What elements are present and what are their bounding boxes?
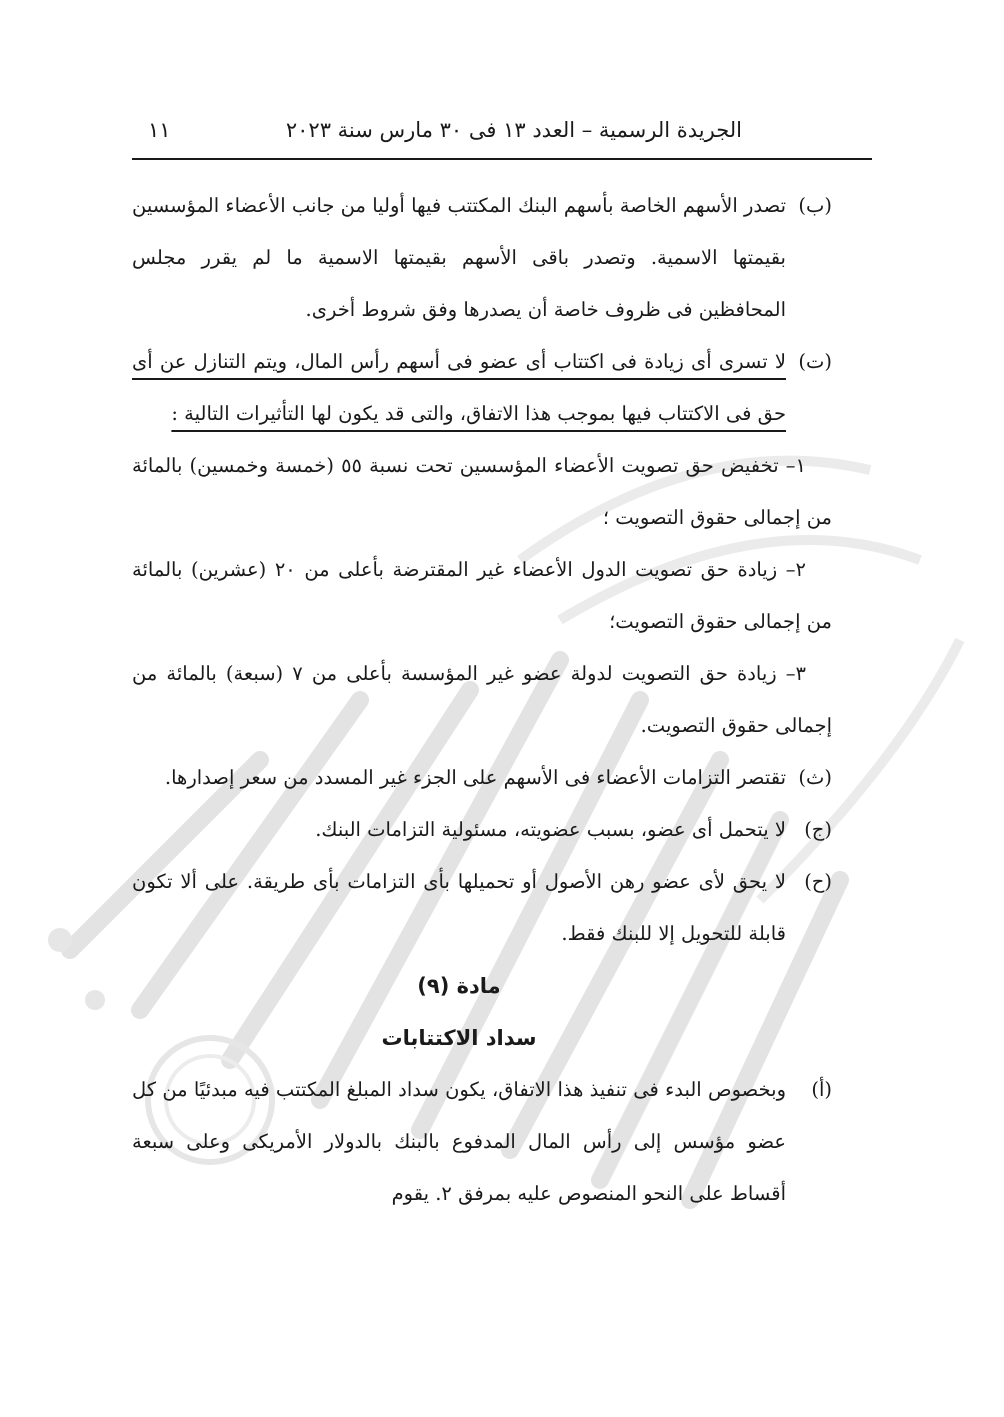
effect-item-3: ٣– زيادة حق التصويت لدولة عضو غير المؤسسة بأعلى من ٧ (سبعة) بالمائة من إجمالى حقوق التصويت. xyxy=(132,662,832,737)
clause-b xyxy=(132,180,832,336)
clause-marker: (ب) xyxy=(798,194,832,217)
clause-marker: (ج) xyxy=(804,818,832,841)
clause-th xyxy=(132,752,832,804)
effect-item-2: ٢– زيادة حق تصويت الدول الأعضاء غير المقترضة بأعلى من ٢٠ (عشرين) بالمائة من إجمالى حقوق التصويت؛ xyxy=(132,558,832,633)
article-number: مادة (٩) xyxy=(417,974,501,998)
clause-text: وبخصوص البدء فى تنفيذ هذا الاتفاق، يكون سداد المبلغ المكتتب فيه مبدئيًا من كل عضو مؤسس إلى رأس المال المدفوع بالبنك بالدولار الأمريكى وعلى سبعة أقساط على النحو المنصوص عليه بمرفق ٢. يقوم xyxy=(132,1078,786,1205)
clause-text: لا تسرى أى زيادة فى اكتتاب أى عضو فى أسهم رأس المال، ويتم التنازل عن أى حق فى الاكتتاب فيها بموجب هذا الاتفاق، والتى قد يكون لها التأثيرات التالية : xyxy=(132,350,786,425)
clause-text: تقتصر التزامات الأعضاء فى الأسهم على الجزء غير المسدد من سعر إصدارها. xyxy=(164,766,786,789)
gazette-title: الجريدة الرسمية – العدد ١٣ فى ٣٠ مارس سنة ٢٠٢٣ xyxy=(285,118,742,142)
page-header xyxy=(132,110,872,160)
clause-marker: (ح) xyxy=(804,870,832,893)
clause-a xyxy=(132,1064,832,1220)
effect-item-1: ١– تخفيض حق تصويت الأعضاء المؤسسين تحت نسبة ٥٥ (خمسة وخمسين) بالمائة من إجمالى حقوق التصويت ؛ xyxy=(132,454,832,529)
clause-t xyxy=(132,336,832,440)
clause-text: تصدر الأسهم الخاصة بأسهم البنك المكتتب فيها أوليا من جانب الأعضاء المؤسسين بقيمتها الاسمية. وتصدر باقى الأسهم بقيمتها الاسمية ما لم يقرر مجلس المحافظين فى ظروف خاصة أن يصدرها وفق شروط أخرى. xyxy=(132,194,786,321)
clause-h xyxy=(132,856,832,960)
clause-j xyxy=(132,804,832,856)
clause-marker: (ث) xyxy=(798,766,832,789)
clause-marker: (أ) xyxy=(811,1078,832,1101)
clause-text: لا يحق لأى عضو رهن الأصول أو تحميلها بأى التزامات بأى طريقة. على ألا تكون قابلة للتحويل إلا للبنك فقط. xyxy=(132,870,786,945)
page-number: ١١ xyxy=(148,118,171,142)
document-body xyxy=(132,180,832,1220)
article-title: سداد الاكتتابات xyxy=(381,1026,537,1050)
clause-marker: (ت) xyxy=(798,350,832,373)
clause-text: لا يتحمل أى عضو، بسبب عضويته، مسئولية التزامات البنك. xyxy=(315,818,786,841)
